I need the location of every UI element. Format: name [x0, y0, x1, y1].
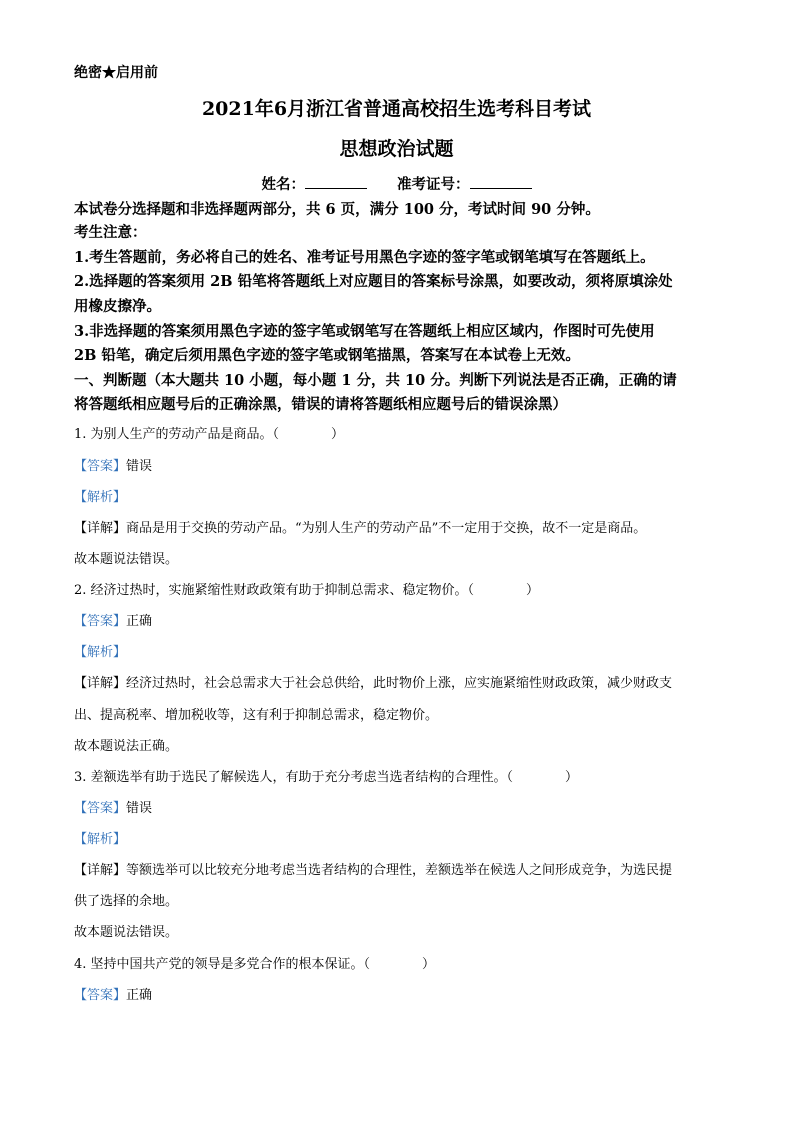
exam-summary: 本试卷分选择题和非选择题两部分，共 6 页，满分 100 分，考试时间 90 分钟。 — [74, 201, 600, 218]
notice-item-1: 1.考生答题前，务必将自己的姓名、准考证号用黑色字迹的签字笔或钢笔填写在答题纸上。 — [74, 249, 655, 266]
question-1-stem: 1. 为别人生产的劳动产品是商品。（ ） — [74, 427, 345, 442]
notice-title: 考生注意： — [74, 224, 147, 241]
question-4-stem: 4. 坚持中国共产党的领导是多党合作的根本保证。（ ） — [74, 957, 436, 972]
name-label: 姓名： — [261, 176, 305, 193]
answer-tag: 【答案】 — [74, 459, 127, 474]
question-3-stem: 3. 差额选举有助于选民了解候选人，有助于充分考虑当选者结构的合理性。（ ） — [74, 770, 579, 785]
question-3-conclusion: 故本题说法错误。 — [74, 925, 179, 940]
notice-item-3b: 2B 铅笔，确定后须用黑色字迹的签字笔或钢笔描黑，答案写在本试卷上无效。 — [74, 347, 580, 364]
id-label: 准考证号： — [397, 176, 470, 193]
analysis-tag: 【解析】 — [74, 645, 127, 660]
id-blank — [470, 176, 532, 189]
answer-tag: 【答案】 — [74, 988, 127, 1003]
exam-subject: 思想政治试题 — [339, 138, 454, 160]
name-blank — [305, 176, 367, 189]
analysis-tag: 【解析】 — [74, 490, 127, 505]
notice-item-2a: 2.选择题的答案须用 2B 铅笔将答题纸上对应题目的答案标号涂黑，如要改动，须将原填涂处 — [74, 273, 673, 290]
detail-tag: 【详解】 — [74, 676, 127, 691]
question-3-analysis — [74, 828, 724, 847]
question-2-stem: 2. 经济过热时，实施紧缩性财政政策有助于抑制总需求、稳定物价。（ ） — [74, 583, 540, 598]
question-1-answer: 【答案】错误 — [74, 459, 153, 474]
question-3-detail-a: 【详解】等额选举可以比较充分地考虑当选者结构的合理性，差额选举在候选人之间形成竞争，为选民提 — [74, 863, 673, 878]
question-3-answer: 【答案】错误 — [74, 801, 153, 816]
question-2-analysis — [74, 641, 724, 660]
notice-item-3a: 3.非选择题的答案须用黑色字迹的签字笔或钢笔写在答题纸上相应区域内，作图时可先使用 — [74, 323, 655, 340]
candidate-info-row — [0, 173, 793, 194]
question-2-detail-a: 【详解】经济过热时，社会总需求大于社会总供给，此时物价上涨，应实施紧缩性财政政策，减少财政支 — [74, 676, 673, 691]
question-4-answer: 【答案】正确 — [74, 988, 153, 1003]
analysis-tag: 【解析】 — [74, 832, 127, 847]
answer-tag: 【答案】 — [74, 614, 127, 629]
notice-item-2b: 用橡皮擦净。 — [74, 298, 161, 315]
question-1-analysis — [74, 486, 724, 505]
section-title-a: 一、判断题（本大题共 10 小题，每小题 1 分，共 10 分。判断下列说法是否正确，正确的请 — [74, 372, 677, 389]
detail-tag: 【详解】 — [74, 863, 127, 878]
detail-tag: 【详解】 — [74, 521, 127, 536]
question-1-conclusion: 故本题说法错误。 — [74, 552, 179, 567]
exam-title: 2021年6月浙江省普通高校招生选考科目考试 — [201, 98, 592, 120]
question-2-detail-b: 出、提高税率、增加税收等，这有利于抑制总需求，稳定物价。 — [74, 708, 439, 723]
question-2-conclusion: 故本题说法正确。 — [74, 739, 179, 754]
answer-tag: 【答案】 — [74, 801, 127, 816]
question-2-answer: 【答案】正确 — [74, 614, 153, 629]
confidential-label: 绝密★启用前 — [74, 65, 158, 81]
section-title-b: 将答题纸相应题号后的正确涂黑，错误的请将答题纸相应题号后的错误涂黑） — [74, 396, 567, 413]
question-1-detail: 【详解】商品是用于交换的劳动产品。“为别人生产的劳动产品”不一定用于交换，故不一定是商品。 — [74, 521, 647, 536]
question-3-detail-b: 供了选择的余地。 — [74, 894, 179, 909]
